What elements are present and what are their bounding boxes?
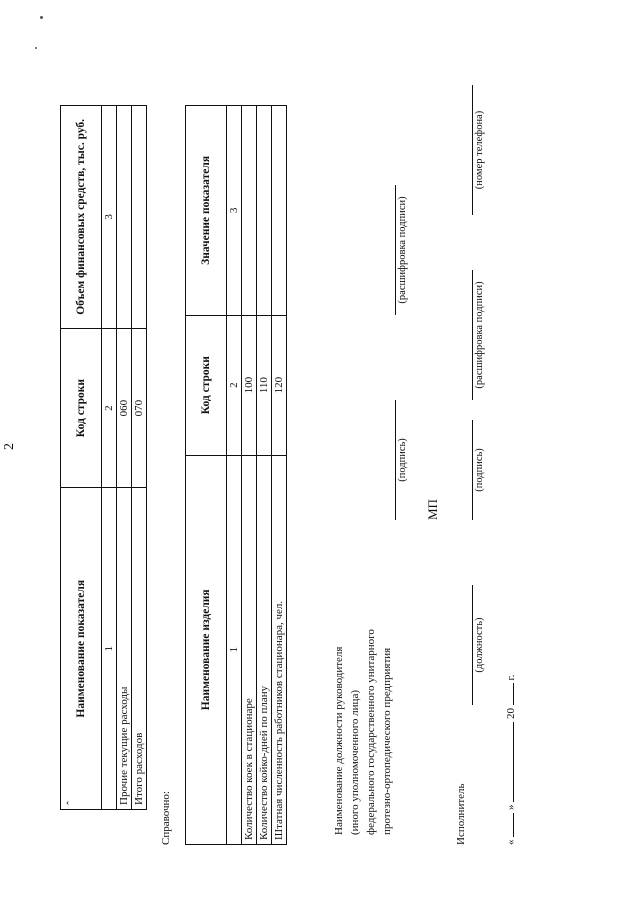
column-number: 1 bbox=[102, 488, 117, 810]
page-number: 2 bbox=[2, 443, 17, 450]
row-value[interactable] bbox=[242, 106, 257, 316]
row-name: Количество койко-дней по плану bbox=[257, 455, 272, 844]
row-name: Итого расходов bbox=[132, 488, 147, 810]
row-value[interactable] bbox=[257, 106, 272, 316]
column-header: Код строки bbox=[61, 328, 102, 488]
reference-label: Справочно: bbox=[160, 791, 172, 845]
day-blank[interactable] bbox=[513, 813, 514, 837]
reference-table bbox=[185, 105, 287, 845]
column-number-row bbox=[227, 106, 242, 845]
table-row bbox=[257, 106, 272, 845]
finance-table bbox=[60, 105, 147, 810]
header-mark: ˆ bbox=[66, 801, 78, 805]
executor-label: Исполнитель bbox=[455, 783, 467, 845]
manager-position-line: федерального государственного унитарного bbox=[365, 629, 377, 835]
executor-decoding-caption: (расшифровка подписи) bbox=[474, 281, 485, 389]
table-header-row bbox=[61, 106, 102, 810]
year-blank[interactable] bbox=[513, 683, 514, 705]
table-row bbox=[117, 106, 132, 810]
executor-signature-line[interactable] bbox=[472, 420, 473, 520]
executor-signature-caption: (подпись) bbox=[474, 448, 485, 492]
column-number: 2 bbox=[102, 328, 117, 488]
executor-decoding-line[interactable] bbox=[472, 270, 473, 400]
manager-signature-caption: (подпись) bbox=[397, 438, 408, 482]
row-name: Штатная численность работников стационара, чел. bbox=[272, 455, 287, 844]
row-value[interactable] bbox=[117, 106, 132, 329]
date-close-quote: » bbox=[505, 804, 517, 810]
row-name: Количество коек в стационаре bbox=[242, 455, 257, 844]
column-header: ˆ Наименование показателя bbox=[61, 488, 102, 810]
executor-phone-caption: (номер телефона) bbox=[474, 110, 485, 190]
date-line bbox=[505, 674, 517, 845]
row-code: 070 bbox=[132, 328, 147, 488]
manager-position-line: Наименование должности руководителя bbox=[333, 646, 345, 835]
manager-decoding-line[interactable] bbox=[395, 185, 396, 315]
seal-mark: МП bbox=[425, 499, 440, 520]
table-row bbox=[272, 106, 287, 845]
manager-position-line: (иного уполномоченного лица) bbox=[349, 690, 361, 835]
row-code: 120 bbox=[272, 315, 287, 455]
year-prefix: 20 bbox=[505, 708, 517, 719]
row-code: 060 bbox=[117, 328, 132, 488]
table-header-row bbox=[186, 106, 227, 845]
column-number: 3 bbox=[227, 106, 242, 316]
column-number: 3 bbox=[102, 106, 117, 329]
row-name: Прочие текущие расходы bbox=[117, 488, 132, 810]
row-code: 100 bbox=[242, 315, 257, 455]
column-header: Наименование изделия bbox=[186, 455, 227, 844]
executor-phone-line[interactable] bbox=[472, 85, 473, 215]
column-number-row bbox=[102, 106, 117, 810]
column-header: Код строки bbox=[186, 315, 227, 455]
table-row bbox=[132, 106, 147, 810]
column-header: Значение показателя bbox=[186, 106, 227, 316]
manager-position-line: протезно-ортопедического предприятия bbox=[381, 647, 393, 835]
column-number: 1 bbox=[227, 455, 242, 844]
manager-decoding-caption: (расшифровка подписи) bbox=[397, 196, 408, 304]
date-open-quote: « bbox=[505, 839, 517, 845]
executor-position-line[interactable] bbox=[472, 585, 473, 705]
manager-signature-line[interactable] bbox=[395, 400, 396, 520]
month-blank[interactable] bbox=[513, 722, 514, 802]
column-number: 2 bbox=[227, 315, 242, 455]
executor-position-caption: (должность) bbox=[474, 617, 485, 673]
table-row bbox=[242, 106, 257, 845]
year-suffix: г. bbox=[505, 674, 517, 681]
row-value[interactable] bbox=[272, 106, 287, 316]
row-code: 110 bbox=[257, 315, 272, 455]
column-header: Объем финансовых средств, тыс. руб. bbox=[61, 106, 102, 329]
row-value[interactable] bbox=[132, 106, 147, 329]
